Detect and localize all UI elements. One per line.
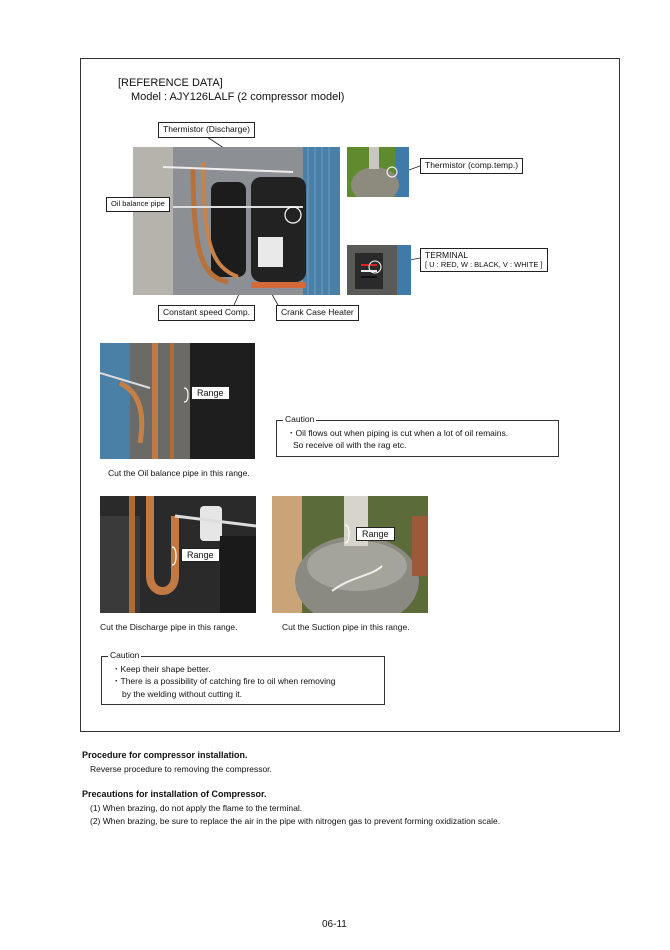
caution-title-oil: Caution <box>285 414 315 424</box>
label-crank-case-heater: Crank Case Heater <box>276 305 359 321</box>
caution-oil-lines <box>287 427 508 452</box>
terminal-title: TERMINAL <box>425 250 468 260</box>
caption-suction: Cut the Suction pipe in this range. <box>282 622 410 632</box>
terminal-wire-colors: [ U : RED, W : BLACK, V : WHITE ] <box>425 259 543 269</box>
caution-shape-lines <box>112 663 335 700</box>
reference-title: [REFERENCE DATA] <box>118 77 223 89</box>
thermistor-photo <box>347 147 409 197</box>
install-heading: Procedure for compressor installation. <box>82 750 248 760</box>
caution-title-shape: Caution <box>110 650 140 660</box>
install-text: Reverse procedure to removing the compressor. <box>90 764 272 774</box>
caution-oil-line-1: ・Oil flows out when piping is cut when a lot of oil remains. <box>287 428 509 438</box>
label-terminal <box>420 248 548 272</box>
caution-box-shape <box>101 656 385 705</box>
reference-model: Model : AJY126LALF (2 compressor model) <box>131 91 345 103</box>
precaution-item-1: (1) When brazing, do not apply the flame to the terminal. <box>90 803 303 813</box>
label-constant-speed-comp: Constant speed Comp. <box>158 305 255 321</box>
caution-oil-line-2: So receive oil with the rag etc. <box>293 440 407 451</box>
precautions-heading: Precautions for installation of Compressor. <box>82 789 267 799</box>
range-bracket-oil <box>183 387 191 403</box>
range-bracket-discharge <box>171 546 179 566</box>
caution-shape-line-1: ・Keep their shape better. <box>112 664 211 674</box>
label-oil-balance-pipe: Oil balance pipe <box>106 197 170 212</box>
compressor-unit-photo <box>133 147 340 295</box>
range-bracket-suction <box>344 524 352 544</box>
label-thermistor-comp-temp: Thermistor (comp.temp.) <box>420 158 523 174</box>
caution-shape-line-2: ・There is a possibility of catching fire to oil when removing <box>112 676 336 687</box>
page-number: 06-11 <box>322 919 347 930</box>
range-label-suction: Range <box>356 527 395 541</box>
terminal-photo <box>347 245 411 295</box>
caption-discharge: Cut the Discharge pipe in this range. <box>100 622 238 632</box>
precaution-item-2: (2) When brazing, be sure to replace the air in the pipe with nitrogen gas to prevent forming oxidization scale. <box>90 816 501 826</box>
caution-shape-line-3: by the welding without cutting it. <box>122 688 243 699</box>
caution-box-oil <box>276 420 559 457</box>
caption-oil-balance: Cut the Oil balance pipe in this range. <box>108 468 250 478</box>
oil-balance-pipe-photo <box>100 343 255 459</box>
range-label-discharge: Range <box>181 548 220 562</box>
label-thermistor-discharge: Thermistor (Discharge) <box>158 122 255 138</box>
range-label-oil-balance: Range <box>191 386 230 400</box>
suction-pipe-photo <box>272 496 428 613</box>
